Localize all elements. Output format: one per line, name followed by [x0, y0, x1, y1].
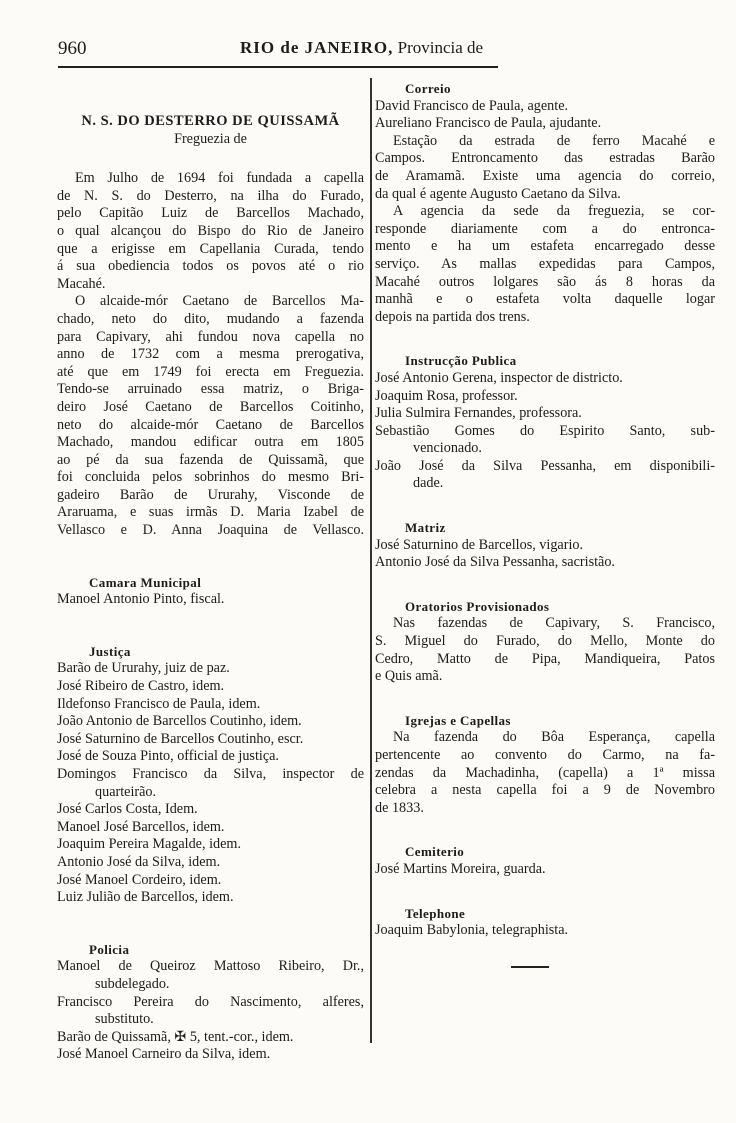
text-line: Estação da estrada de ferro Macahé e — [393, 132, 715, 149]
text-line: subdelegado. — [95, 975, 170, 992]
list-item: Antonio José da Silva Pessanha, sacristão. — [375, 554, 615, 571]
text-line: dade. — [413, 475, 444, 492]
list-item: Ildefonso Francisco de Paula, idem. — [57, 695, 261, 712]
text-line: anno de 1732 com a mesma prerogativa, — [57, 346, 364, 363]
section-oratorios — [375, 598, 715, 686]
text-line: quarteirão. — [95, 783, 157, 800]
text-line: e Quis amã. — [375, 668, 443, 685]
section-heading: Igrejas e Capellas — [405, 712, 511, 728]
list-item: José Manoel Cordeiro, idem. — [57, 871, 222, 888]
text-line: ao pé da sua fazenda de Quissamã, que — [57, 451, 364, 468]
text-line: de 1833. — [375, 799, 424, 816]
correio-paragraph-1 — [375, 133, 715, 203]
text-line: neto do alcaide-mór Caetano de Barcellos — [57, 416, 364, 433]
list-item: Barão de Ururahy, juiz de paz. — [57, 660, 230, 677]
list-item: José Saturnino de Barcellos Coutinho, escr. — [57, 730, 304, 747]
text-line: Araruama, e suas irmãs D. Maria Izabel de — [57, 504, 364, 521]
running-title-main: RIO de JANEIRO, — [240, 38, 394, 57]
page-header — [58, 38, 498, 62]
list-item: José Ribeiro de Castro, idem. — [57, 678, 225, 695]
text-line: foi concluida pelos sobrinhos do mesmo Bri- — [57, 469, 364, 486]
list-item: David Francisco de Paula, agente. — [375, 97, 569, 114]
text-line: chado, neto do dito, mudando a fazenda — [57, 310, 364, 327]
right-column — [375, 80, 715, 968]
left-column — [57, 113, 364, 1064]
text-line: zendas da Machadinha, (capella) a 1ª missa — [375, 764, 715, 781]
header-rule — [58, 66, 498, 68]
text-line: vencionado. — [413, 440, 482, 457]
text-line: que a erigisse em Capellania Curada, tendo — [57, 240, 364, 257]
list-item: José Antonio Gerena, inspector de districto. — [375, 369, 623, 386]
section-justica — [57, 643, 364, 907]
section-heading: Cemiterio — [405, 844, 465, 860]
text-line: da qual é agente Augusto Caetano da Silva. — [375, 185, 621, 202]
list-item: Manoel Antonio Pinto, fiscal. — [57, 591, 225, 608]
section-matriz — [375, 519, 715, 572]
text-line: celebra a nesta capella foi a 9 de Novembro — [375, 782, 715, 799]
parish-title: N. S. DO DESTERRO DE QUISSAMÃ — [81, 113, 340, 129]
section-camara-municipal — [57, 574, 364, 609]
text-line: Em Julho de 1694 foi fundada a capella — [75, 170, 364, 187]
section-heading: Policia — [89, 941, 130, 957]
text-line: S. Miguel do Furado, do Mello, Monte do — [375, 633, 715, 650]
section-heading: Telephone — [405, 905, 466, 921]
list-item: José Carlos Costa, Idem. — [57, 801, 198, 818]
list-item — [375, 458, 715, 493]
closing-rule — [511, 966, 549, 968]
section-heading: Correio — [405, 81, 451, 96]
list-item: Joaquim Pereira Magalde, idem. — [57, 836, 241, 853]
list-item: José Manoel Carneiro da Silva, idem. — [57, 1046, 271, 1063]
text-line: á sua obediencia todos os povos até o rio — [57, 258, 364, 275]
section-heading: Justiça — [89, 643, 131, 659]
text-line: até que em 1749 foi erecta em Freguezia. — [57, 363, 364, 380]
text-line: para Capivary, ahi fundou nova capella no — [57, 328, 364, 345]
list-item: Manoel José Barcellos, idem. — [57, 818, 225, 835]
list-item: José de Souza Pinto, official de justiça. — [57, 748, 279, 765]
list-item: João Antonio de Barcellos Coutinho, idem. — [57, 713, 302, 730]
section-heading: Oratorios Provisionados — [405, 598, 550, 614]
list-item — [57, 994, 364, 1029]
section-instruccao-publica — [375, 352, 715, 493]
text-line: Domingos Francisco da Silva, inspector de — [57, 766, 364, 782]
list-item — [57, 766, 364, 801]
text-line: deiro José Caetano de Barcellos Coitinho, — [57, 398, 364, 415]
text-line: Macahé. — [57, 275, 106, 292]
section-heading: Camara Municipal — [89, 574, 202, 590]
section-heading: Matriz — [405, 520, 446, 536]
list-item: José Saturnino de Barcellos, vigario. — [375, 536, 584, 553]
section-heading: Instrucção Publica — [405, 353, 517, 369]
correio-paragraph-2 — [375, 203, 715, 326]
text-line: Vellasco e D. Anna Joaquina de Vellasco. — [57, 522, 364, 539]
text-line: Cedro, Matto de Pipa, Mandiqueira, Patos — [375, 650, 715, 667]
section-correio — [375, 80, 715, 326]
list-item — [57, 958, 364, 993]
history-paragraph-1 — [57, 170, 364, 293]
text-line: Manoel de Queiroz Mattoso Ribeiro, Dr., — [57, 958, 364, 975]
text-line: Macahé outros lolgares são ás 8 horas da — [375, 273, 715, 290]
text-line: pelo Capitão Luiz de Barcellos Machado, — [57, 205, 364, 222]
section-igrejas-capellas — [375, 712, 715, 818]
list-item: Antonio José da Silva, idem. — [57, 853, 221, 870]
parish-subtitle: Freguezia de — [174, 130, 247, 147]
text-line: Tendo-se arruinado essa matriz, o Briga- — [57, 381, 364, 398]
text-line: gadeiro Barão de Ururahy, Visconde de — [57, 486, 364, 503]
text-line: mento e ha um estafeta encarregado desse — [375, 238, 715, 255]
text-line: manhã e o estafeta volta daquelle logar — [375, 291, 715, 308]
section-cemiterio — [375, 843, 715, 878]
section-telephone — [375, 905, 715, 940]
text-line: responde diariamente com a do entronca- — [375, 220, 715, 237]
text-line: Na fazenda do Bôa Esperança, capella — [393, 729, 715, 746]
text-line: O alcaide-mór Caetano de Barcellos Ma- — [75, 293, 364, 310]
history-paragraph-2 — [57, 293, 364, 539]
text-line: serviço. As mallas expedidas para Campos, — [375, 255, 715, 272]
text-line: depois na partida dos trens. — [375, 308, 530, 325]
text-line: A agencia da sede da freguezia, se cor- — [393, 203, 715, 220]
text-line: de N. S. do Desterro, na ilha do Furado, — [57, 187, 364, 204]
page-number: 960 — [58, 38, 87, 59]
column-rule — [370, 78, 372, 1043]
text-line: Nas fazendas de Capivary, S. Francisco, — [393, 615, 715, 632]
running-title — [240, 38, 483, 58]
running-title-sub: Provincia de — [397, 38, 484, 57]
text-line: de Aramamã. Existe uma agencia do correio, — [375, 167, 715, 184]
list-item: Barão de Quissamã, ✠ 5, tent.-cor., idem. — [57, 1028, 294, 1045]
list-item: Aureliano Francisco de Paula, ajudante. — [375, 115, 602, 132]
text-line: Sebastião Gomes do Espirito Santo, sub- — [375, 422, 715, 439]
list-item: Joaquim Babylonia, telegraphista. — [375, 922, 569, 939]
text-line: Machado, mandou edificar outra em 1805 — [57, 434, 364, 451]
text-line: João José da Silva Pessanha, em disponibili- — [375, 457, 715, 474]
text-line: o qual alcançou do Bispo do Rio de Janeiro — [57, 222, 364, 239]
list-item: Julia Sulmira Fernandes, professora. — [375, 405, 582, 422]
list-item — [375, 423, 715, 458]
text-line: substituto. — [95, 1011, 154, 1028]
section-policia — [57, 941, 364, 1064]
text-line: pertencente ao convento do Carmo, na fa- — [375, 747, 715, 763]
text-line: Campos. Entroncamento das estradas Barão — [375, 150, 715, 167]
text-line: Francisco Pereira do Nascimento, alferes, — [57, 993, 364, 1010]
list-item: Joaquim Rosa, professor. — [375, 387, 518, 404]
list-item: Luiz Julião de Barcellos, idem. — [57, 889, 234, 906]
list-item: José Martins Moreira, guarda. — [375, 860, 546, 877]
